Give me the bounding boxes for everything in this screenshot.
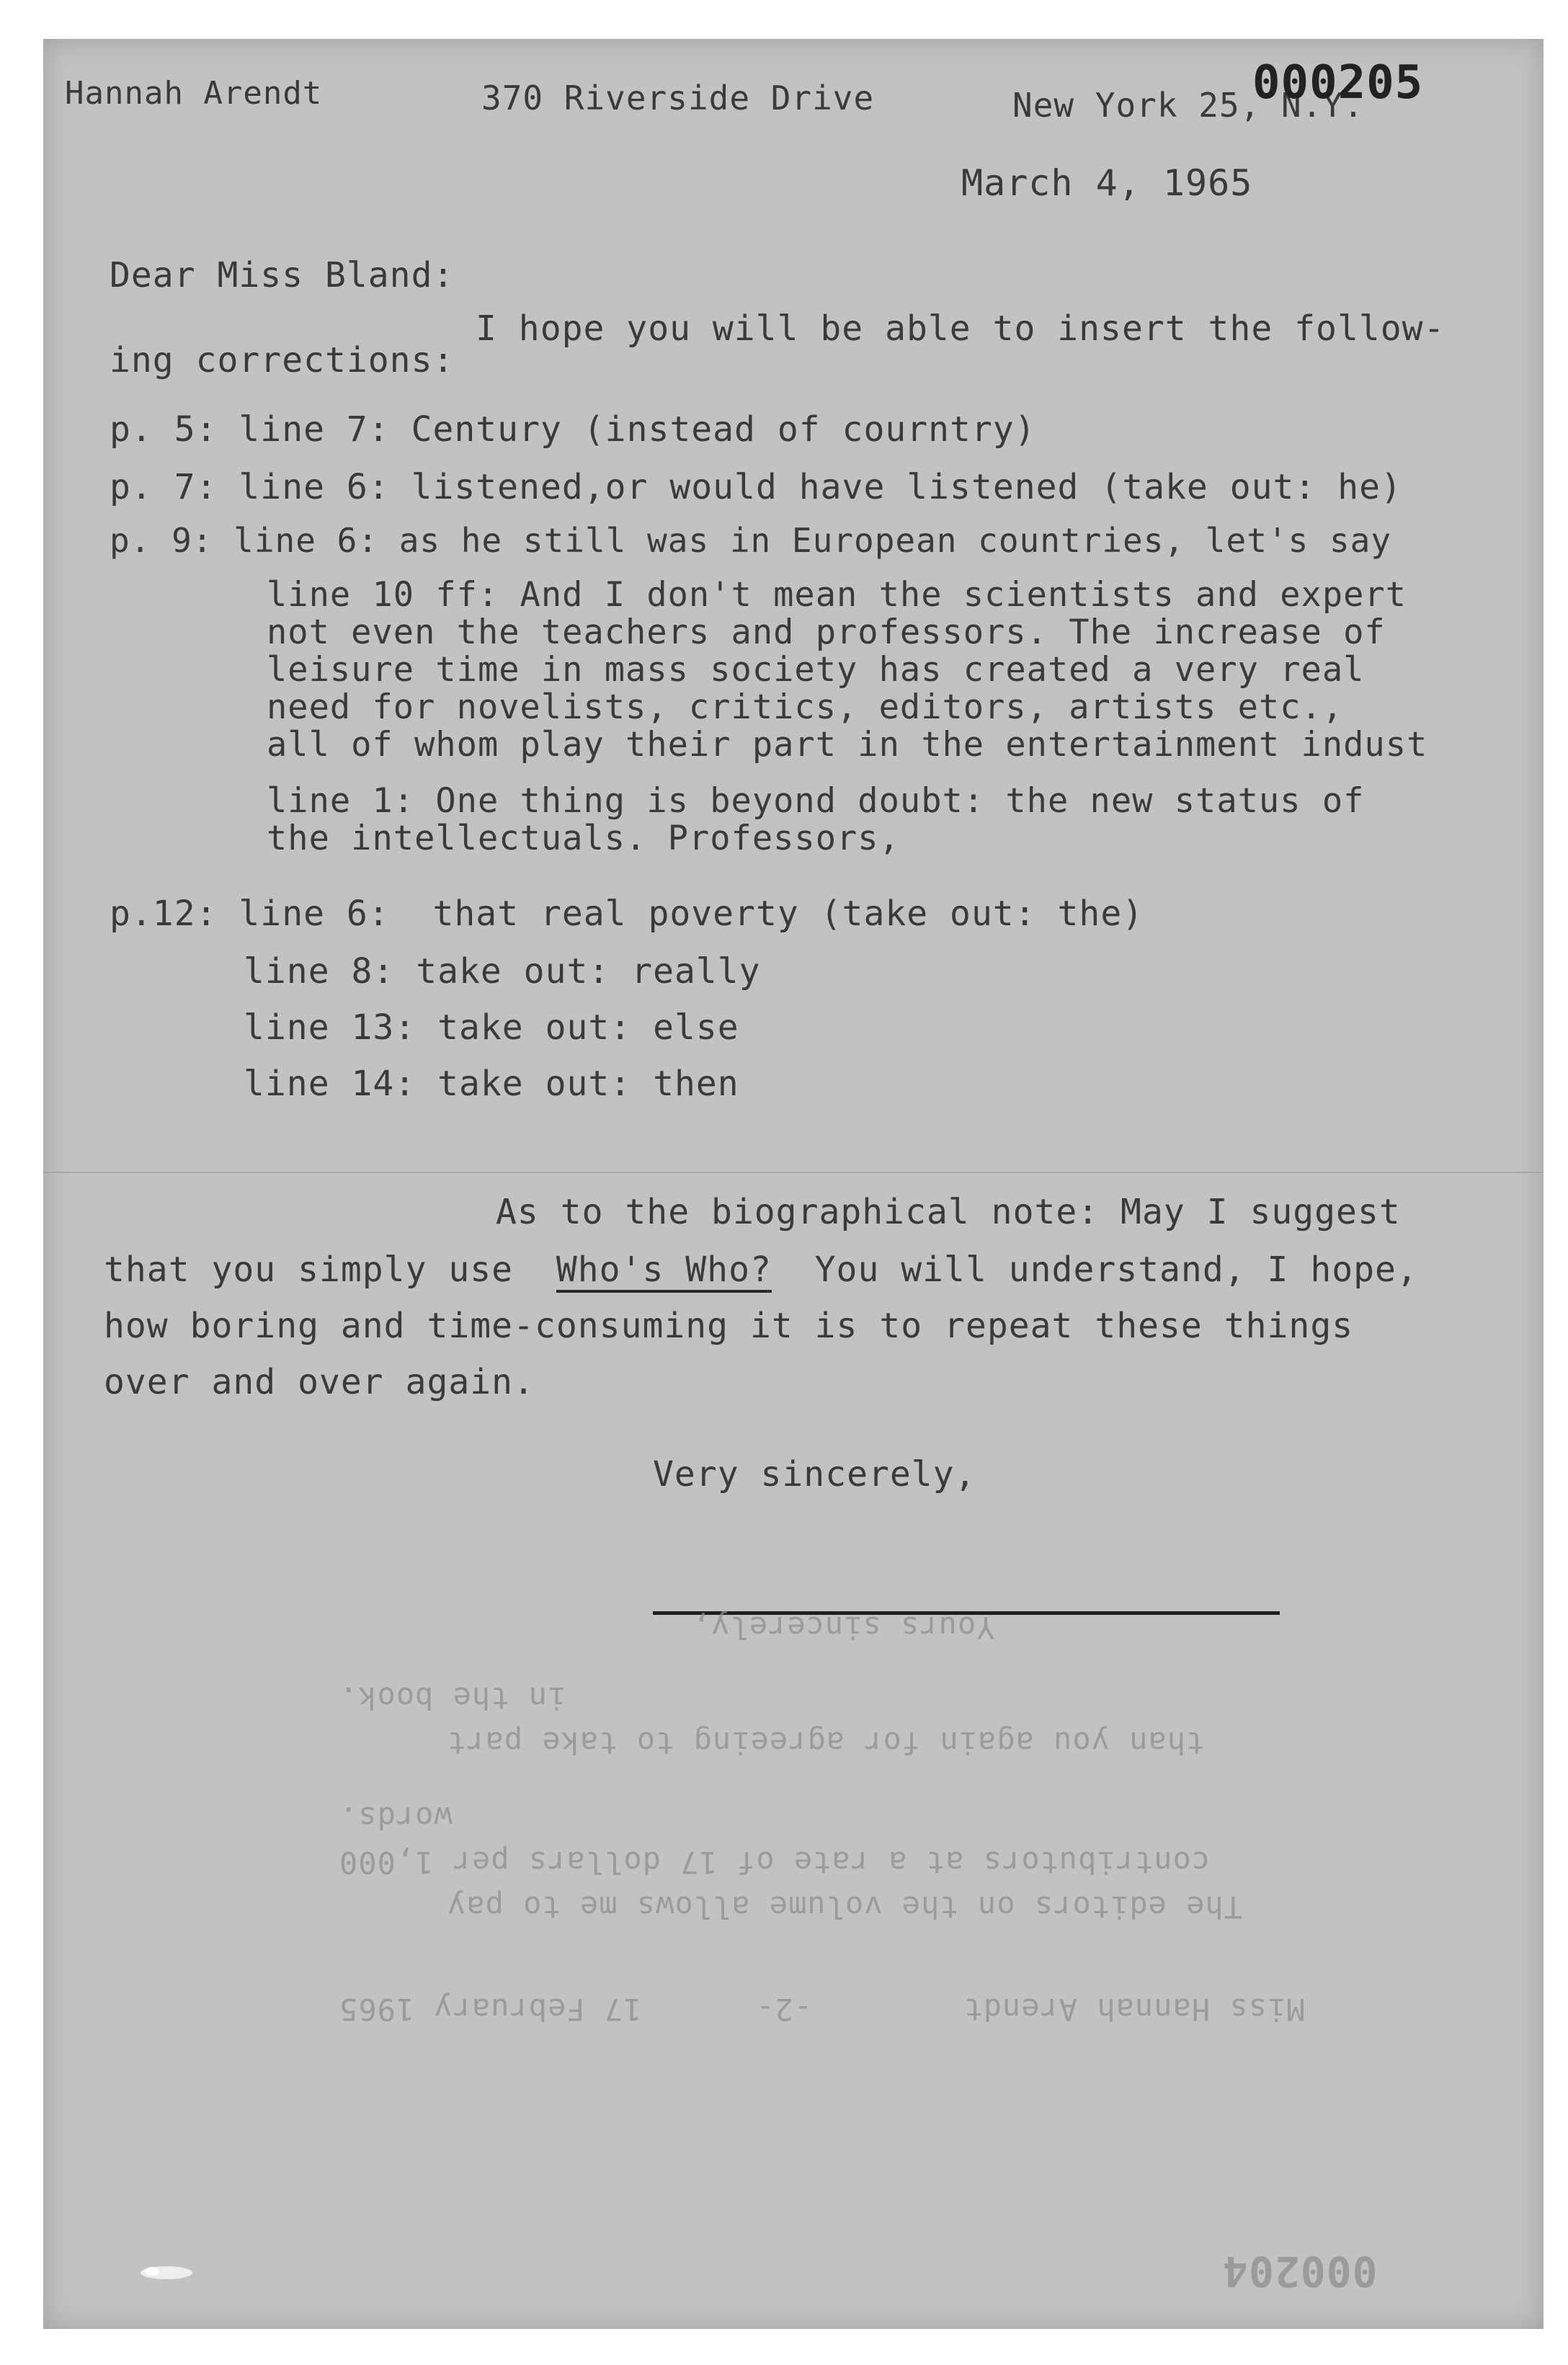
correction-line: line 14: take out: then <box>244 1064 739 1104</box>
correction-line: need for novelists, critics, editors, artists etc., <box>267 687 1344 727</box>
bleed-through-text: contributors at a rate of 17 dollars per 1,000 <box>339 1845 1211 1880</box>
correction-line: line 10 ff: And I don't mean the scientists and expert <box>267 575 1407 615</box>
closing-text: You will understand, I hope, <box>771 1250 1418 1290</box>
bleed-through-text: Miss Hannah Arendt -2- 17 February 1965 <box>339 1992 1305 2027</box>
correction-line: p.12: line 6: that real poverty (take out: the) <box>110 894 1144 934</box>
smudge-mark <box>134 2258 199 2287</box>
closing-line: how boring and time-consuming it is to repeat these things <box>104 1306 1354 1346</box>
salutation: Dear Miss Bland: <box>110 255 455 295</box>
bleed-through-text: than you again for agreeing to take part <box>447 1725 1205 1760</box>
intro-line: ing corrections: <box>110 340 455 380</box>
bleed-through-text: in the book. <box>339 1680 566 1716</box>
bleed-through-text: The editors on the volume allows me to pay <box>447 1889 1243 1925</box>
correction-line: all of whom play their part in the entertainment indust <box>267 725 1428 765</box>
sender-address: 370 Riverside Drive <box>481 79 875 117</box>
closing-line: As to the biographical note: May I suggest <box>496 1192 1401 1232</box>
whos-who-reference: Who's Who? <box>556 1250 772 1293</box>
bleed-through-archive-number: 000204 <box>1222 2247 1378 2296</box>
bleed-through-text: words. <box>339 1800 453 1835</box>
correction-line: leisure time in mass society has created a very real <box>267 650 1365 690</box>
closing-text: that you simply use <box>104 1250 556 1290</box>
sender-name: Hannah Arendt <box>65 75 323 112</box>
correction-line: p. 5: line 7: Century (instead of courntry) <box>110 409 1036 450</box>
sender-city: New York 25, N.Y. <box>1012 86 1364 125</box>
closing-line <box>104 1250 1418 1290</box>
correction-line: not even the teachers and professors. The increase of <box>267 613 1386 652</box>
correction-line: the intellectuals. Professors, <box>267 819 900 858</box>
sign-off: Very sincerely, <box>653 1454 976 1495</box>
correction-line: line 1: One thing is beyond doubt: the new status of <box>267 781 1365 821</box>
closing-line: over and over again. <box>104 1362 535 1402</box>
correction-line: line 13: take out: else <box>244 1007 739 1048</box>
letter-date: March 4, 1965 <box>961 162 1253 204</box>
intro-line: I hope you will be able to insert the follow- <box>476 308 1446 349</box>
correction-line: p. 7: line 6: listened,or would have listened (take out: he) <box>110 467 1402 507</box>
letter-page <box>43 39 1544 2329</box>
fold-crease <box>43 1172 1544 1173</box>
bleed-through-text: Yours sincerely, <box>692 1610 995 1645</box>
archive-number: 000205 <box>1252 56 1424 110</box>
correction-line: p. 9: line 6: as he still was in European countries, let's say <box>110 521 1392 560</box>
correction-line: line 8: take out: really <box>244 951 761 992</box>
